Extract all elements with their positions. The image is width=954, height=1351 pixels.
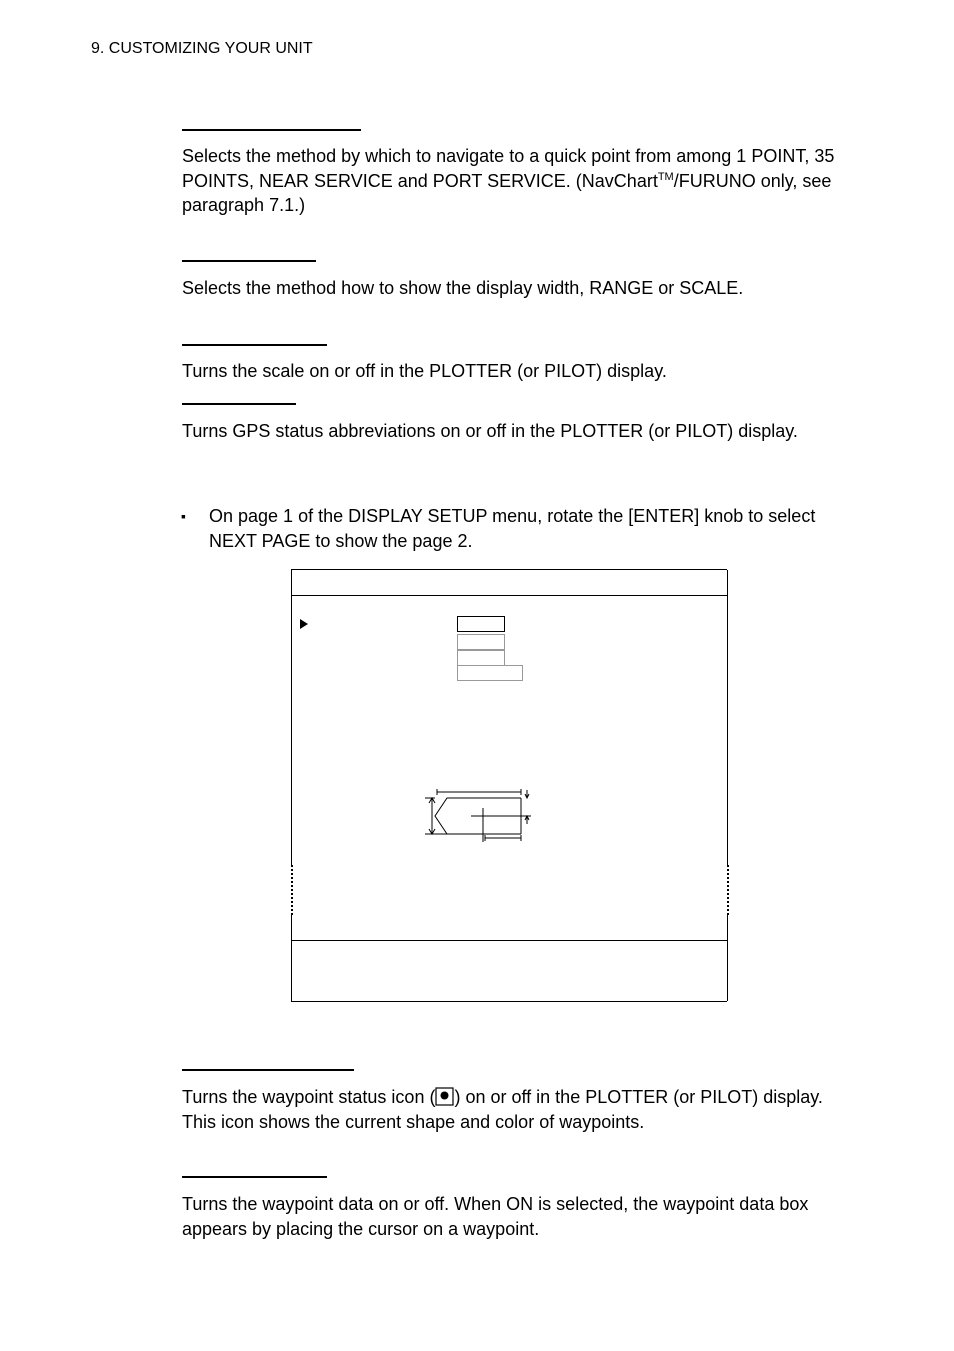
wpt-icon-text-end: ) on or off in the PLOTTER (or PILOT) display. This icon shows the current shape and color of waypoints. [182, 1087, 823, 1132]
menu-option-box[interactable] [457, 665, 523, 681]
bullet-marker: ▪ [181, 508, 186, 524]
menu-option-box[interactable] [457, 616, 505, 632]
right-triangle-icon [300, 619, 308, 629]
menu-left-break [291, 865, 293, 915]
trademark-sup: TM [657, 170, 674, 183]
menu-title-bar [291, 570, 727, 596]
menu-right-break [727, 865, 729, 915]
menu-option-box[interactable] [457, 650, 505, 666]
gps-status-paragraph: Turns GPS status abbreviations on or off in the PLOTTER (or PILOT) display. [182, 421, 798, 441]
menu-right-border [727, 570, 728, 865]
section-heading-rule [182, 129, 361, 131]
menu-left-border [291, 570, 292, 865]
section-heading-rule [182, 260, 316, 262]
section-heading-rule [182, 1069, 354, 1071]
section-heading-rule [182, 344, 327, 346]
waypoint-status-icon [435, 1087, 454, 1106]
data-box-diagram-icon [421, 788, 533, 846]
wpt-icon-text: Turns the waypoint status icon ( [182, 1087, 436, 1107]
page-header: 9. CUSTOMIZING YOUR UNIT [91, 40, 313, 57]
display-setup-menu-figure [291, 569, 727, 1002]
range-mode-paragraph: Selects the method how to show the display width, RANGE or SCALE. [182, 278, 744, 298]
menu-option-box[interactable] [457, 634, 505, 650]
menu-right-border [727, 915, 728, 1001]
quick-point-text: Selects the method by which to navigate to a quick point from among 1 POINT, 35 POINTS, NEAR SERVICE and PORT SERVICE. (NavChart [182, 146, 835, 191]
wpt-icon-paragraph [182, 1085, 852, 1134]
scale-paragraph: Turns the scale on or off in the PLOTTER (or PILOT) display. [182, 361, 667, 381]
quick-point-text-end: /FURUNO only, see paragraph 7.1.) [182, 170, 832, 215]
section-heading-rule [182, 403, 296, 405]
procedure-step: On page 1 of the DISPLAY SETUP menu, rotate the [ENTER] knob to select NEXT PAGE to show the page 2. [209, 506, 816, 551]
menu-footer-bar [291, 940, 727, 1001]
quick-point-paragraph [182, 144, 852, 218]
wpt-data-paragraph: Turns the waypoint data on or off. When ON is selected, the waypoint data box appears by placing the cursor on a waypoint. [182, 1194, 809, 1239]
section-heading-rule [182, 1176, 327, 1178]
